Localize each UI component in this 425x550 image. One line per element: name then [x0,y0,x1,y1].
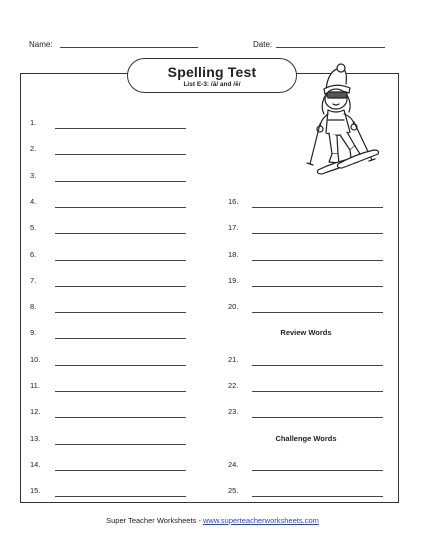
answer-line[interactable] [55,496,186,497]
page-subtitle: List E-3: /ā/ and /ē/ [183,81,241,88]
answer-line[interactable] [55,417,186,418]
answer-line[interactable] [252,233,383,234]
item-number: 12. [30,407,41,417]
answer-line[interactable] [55,338,186,339]
page-title: Spelling Test [167,64,257,80]
item-number: 11. [30,381,40,390]
item-number: 14. [30,459,41,469]
date-label: Date: [253,40,273,49]
item-number: 4. [30,196,37,206]
item-number: 18. [228,249,239,259]
name-input-line[interactable] [60,47,198,48]
item-number: 17. [228,223,239,233]
skier-icon [296,62,386,187]
answer-line[interactable] [55,391,186,392]
answer-line[interactable] [55,154,186,155]
answer-line[interactable] [55,207,186,208]
answer-line[interactable] [55,233,186,234]
answer-line[interactable] [55,470,186,471]
item-number: 9. [30,328,37,338]
answer-line[interactable] [252,312,383,313]
answer-line[interactable] [252,286,383,287]
answer-line[interactable] [252,207,383,208]
item-number: 24. [228,459,239,469]
date-input-line[interactable] [276,47,385,48]
item-number: 1. [30,118,37,127]
item-number: 21. [228,354,239,364]
section-heading: Challenge Words [275,433,337,443]
answer-line[interactable] [252,391,383,392]
item-number: 25. [228,486,239,496]
answer-line[interactable] [55,312,186,313]
title-box [127,58,297,93]
answer-line[interactable] [55,181,186,182]
answer-line[interactable] [252,260,383,261]
item-number: 7. [30,275,37,285]
answer-line[interactable] [55,260,186,261]
item-number: 22. [228,381,239,390]
answer-line[interactable] [252,417,383,418]
item-number: 20. [228,302,239,312]
item-number: 13. [30,433,41,443]
item-number: 15. [30,486,41,496]
name-label: Name: [29,40,53,49]
answer-line[interactable] [252,470,383,471]
item-number: 2. [30,144,37,154]
section-heading: Review Words [280,328,332,338]
item-number: 10. [30,354,41,364]
footer-link[interactable]: www.superteacherworksheets.com [202,516,319,525]
answer-line[interactable] [252,365,383,366]
item-number: 8. [30,302,37,312]
item-number: 3. [30,170,37,180]
footer-text: Super Teacher Worksheets - [106,516,203,525]
answer-line[interactable] [55,128,186,129]
item-number: 19. [228,275,239,285]
item-number: 23. [228,407,239,417]
footer [0,516,425,525]
answer-line[interactable] [252,496,383,497]
item-number: 16. [228,196,239,206]
answer-line[interactable] [55,444,186,445]
item-number: 6. [30,249,37,259]
answer-line[interactable] [55,286,186,287]
answer-line[interactable] [55,365,186,366]
item-number: 5. [30,223,37,233]
